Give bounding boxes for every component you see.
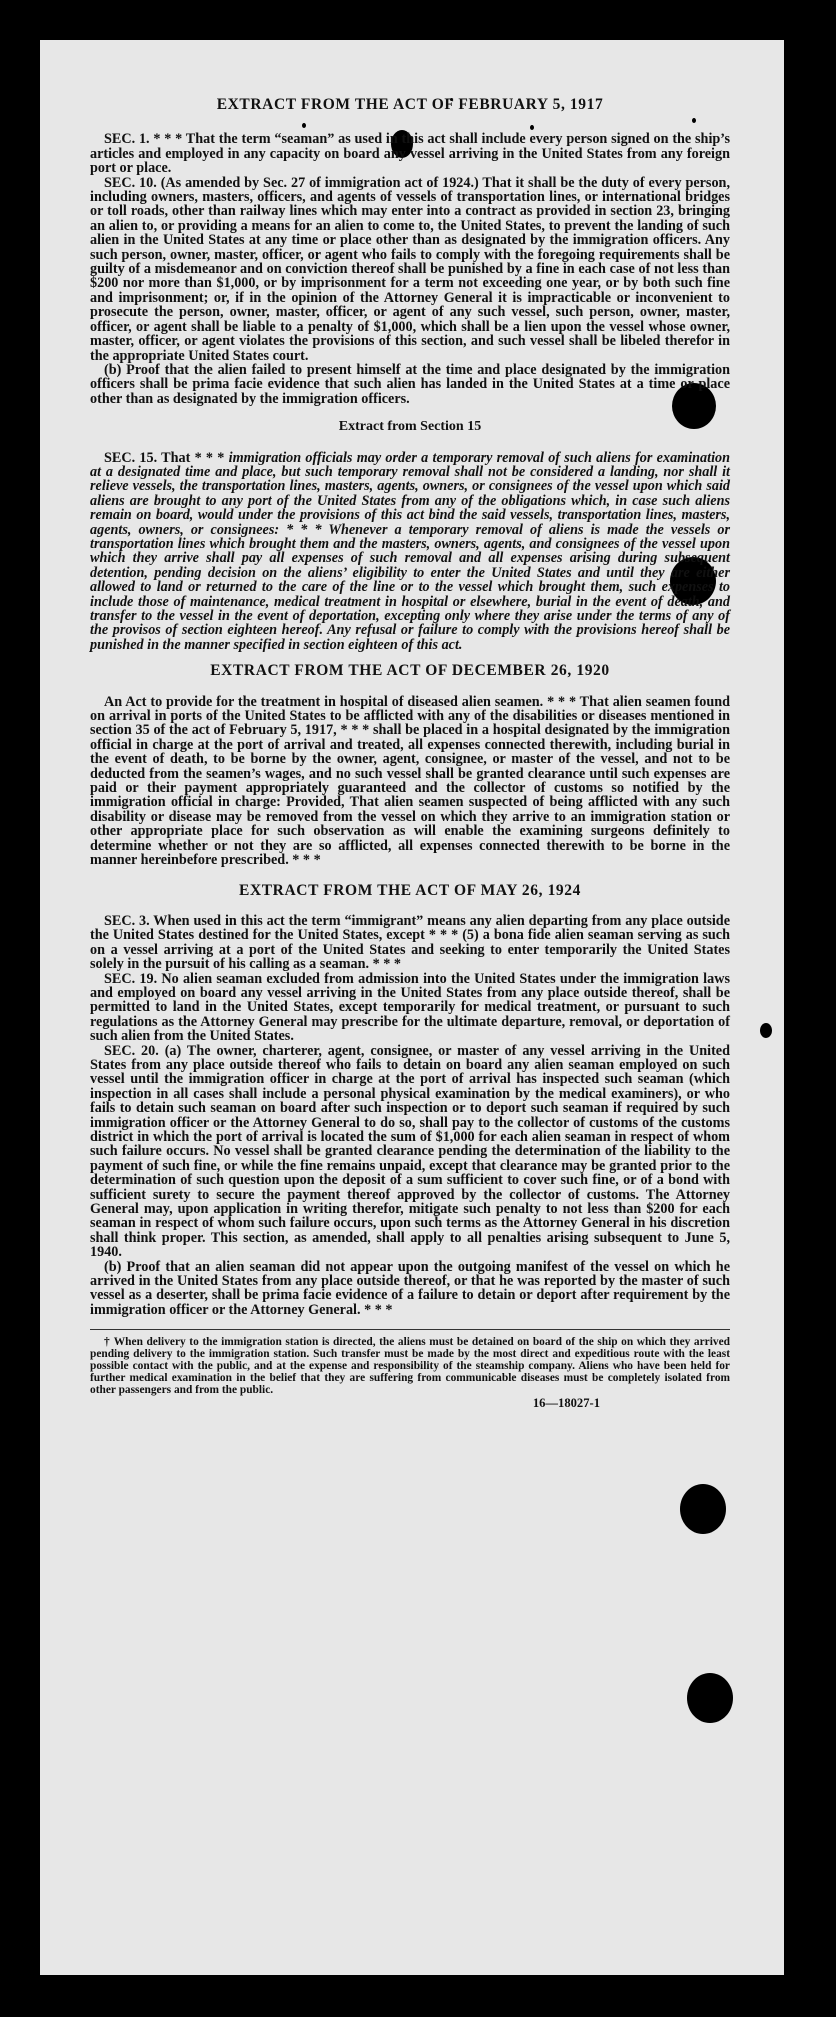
punch-hole bbox=[680, 1484, 726, 1534]
section-20a: SEC. 20. (a) The owner, charterer, agent, consignee, or master of any vessel arriving in the United States from any place outside thereof who fails to detain on board any alien seaman employed on such vessel until the immigration officer in charge at the port of arrival has inspected such seaman (which inspection in all cases shall include a personal physical examination by the medical examiners), or who fails to detain such seaman on board after such inspection or to deport such seaman if required by such immigration officer or the Attorney General to do so, shall pay to the collector of customs of the customs district in which the port of arrival is located the sum of $1,000 for each alien seaman in respect of whom such failure occurs. No vessel shall be granted clearance pending the determination of the liability to the payment of such fine, or while the fine remains unpaid, except that clearance may be granted prior to the determination of such question upon the deposit of a sum sufficient to cover such fine, or of a bond with sufficient surety to secure the payment thereof approved by the collector of customs. The Attorney General may, upon application in writing therefor, mitigate such penalty to not less than $200 for each seaman in respect of whom such failure occurs, upon such terms as the Attorney General in his discretion shall think proper. This section, as amended, shall apply to all penalties arising subsequent to June 5, 1940. bbox=[90, 1042, 730, 1261]
section-20b: (b) Proof that an alien seaman did not appear upon the outgoing manifest of the vessel on which he arrived in the United States from any place outside thereof, or that he was reported by the master of such vessel as a deserter, shall be prima facie evidence of a failure to detain or deport after requirement by the immigration officer or the Attorney General. * * * bbox=[90, 1258, 730, 1318]
act-1920-text: An Act to provide for the treatment in hospital of diseased alien seamen. * * * That alien seamen found on arrival in ports of the United States to be afflicted with any of the disabilities or diseases mentioned in section 35 of the act of February 5, 1917, * * * shall be placed in a hospital designated by the immigration official in charge at the port of arrival and treated, all expenses connected therewith, including burial in the event of death, to be borne by the owner, agent, consignee, or master of the vessel, and not to be deducted from the seamen’s wages, and no such vessel shall be granted clearance until such expenses are paid or their payment appropriately guaranteed and the collector of customs so notified by the immigration official in charge: Provided, That alien seamen suspected of being afflicted with any such disability or disease may be removed from the vessel on which they arrive to an immigration station or other appropriate place for such observation as will enable the examining surgeons definitely to determine whether or not they are so afflicted, all expenses connected therewith to be borne in the manner hereinbefore prescribed. * * * bbox=[90, 693, 730, 869]
punch-hole bbox=[760, 1023, 772, 1038]
punch-hole bbox=[687, 1673, 733, 1723]
section-10: SEC. 10. (As amended by Sec. 27 of immigration act of 1924.) That it shall be the duty of every person, including owners, masters, officers, and agents of vessels of transportation lines, or international bridges or toll roads, other than railway lines which may enter into a contract as provided in section 23, bringing an alien to, or providing a means for an alien to come to, the United States, to prevent the landing of such alien in the United States at any time or place other than as designated by the immigration officers. Any such person, owner, master, officer, or agent who fails to comply with the foregoing requirements shall be guilty of a misdemeanor and on conviction thereof shall be punished by a fine in each case of not less than $200 nor more than $1,000, or by imprisonment for a term not exceeding one year, or by both such fine and imprisonment; or, if in the opinion of the Attorney General it is impracticable or inconvenient to prosecute the person, owner, master, officer, or agent of any such vessel, such person, owner, master, officer, or agent shall be liable to a penalty of $1,000, which shall be a lien upon the vessel whose owner, master, officer, or agent violates the provisions of this section, and such vessel shall be libeled therefor in the appropriate United States court. bbox=[90, 174, 730, 364]
footnote-divider bbox=[90, 1329, 730, 1330]
section-3: SEC. 3. When used in this act the term “immigrant” means any alien departing from any place outside the United States destined for the United States, except * * * (5) a bona fide alien seaman serving as such on a vessel arriving at a port of the United States and seeking to enter temporarily the United States solely in the pursuit of his calling as a seaman. * * * bbox=[90, 912, 730, 973]
section-15 bbox=[90, 451, 730, 653]
section-19: SEC. 19. No alien seaman excluded from admission into the United States under the immigration laws and employed on board any vessel arriving in the United States from any place outside thereof, shall be permitted to land in the United States, except temporarily for medical treatment, or pursuant to such regulations as the Attorney General may prescribe for the ultimate departure, removal, or deportation of such alien from the United States. bbox=[90, 970, 730, 1045]
heading-section-15: Extract from Section 15 bbox=[338, 419, 482, 435]
section-1: SEC. 1. * * * That the term “seaman” as used in this act shall include every person signed on the ship’s articles and employed in any capacity on board any vessel arriving in the United States from any foreign port or place. bbox=[90, 131, 730, 177]
document-text bbox=[90, 98, 730, 1411]
section-15-lead: SEC. 15. That * * * bbox=[104, 449, 229, 466]
form-number: 16—18027-1 bbox=[532, 1396, 600, 1411]
heading-act-1924: EXTRACT FROM THE ACT OF MAY 26, 1924 bbox=[239, 881, 581, 899]
footnote: † When delivery to the immigration station is directed, the aliens must be detained on board of the ship on which they arrived pending delivery to the immigration station. Such transfer must be made by the most direct and expeditious route with the least possible contact with the public, and at the expense and responsibility of the steamship company. Aliens who have been held for further medical examination in the belief that they are suffering from communicable diseases must be completely isolated from other passengers and from the public. bbox=[90, 1336, 730, 1397]
section-15-text: immigration officials may order a temporary removal of such aliens for examination at a designated time and place, but such temporary removal shall not be considered a landing, nor shall it relieve vessels, the transportation lines, masters, agents, owners, or consignees of the vessel upon which said aliens are brought to any port of the United States from any of the obligations which, in case such aliens remain on board, would under the provisions of this act bind the said vessels, transportation lines, masters, agents, owners, or consignees: * * * Whenever a temporary removal of aliens is made the vessels or transportation lines which brought them and the masters, owners, agents, and consignees of the vessel upon which they arrive shall pay all expenses of such removal and all expenses arising during subsequent detention, pending decision on the aliens’ eligibility to enter the United States and until they are either allowed to land or returned to the care of the line or to the vessel which brought them, such expenses to include those of maintenance, medical treatment in hospital or elsewhere, burial in the event of death, and transfer to the vessel in the event of deportation, excepting only where they arise under the terms of any of the provisos of section eighteen hereof. Any refusal or failure to comply with the provisions hereof shall be punished in the manner specified in section eighteen of this act. bbox=[90, 449, 730, 653]
section-10b: (b) Proof that the alien failed to present himself at the time and place designated by the immigration officers shall be prima facie evidence that such alien has landed in the United States at a time or place other than as designated by the immigration officers. bbox=[90, 361, 730, 407]
heading-act-1920: EXTRACT FROM THE ACT OF DECEMBER 26, 1920 bbox=[210, 662, 610, 680]
heading-act-1917: EXTRACT FROM THE ACT OF FEBRUARY 5, 1917 bbox=[216, 96, 604, 113]
